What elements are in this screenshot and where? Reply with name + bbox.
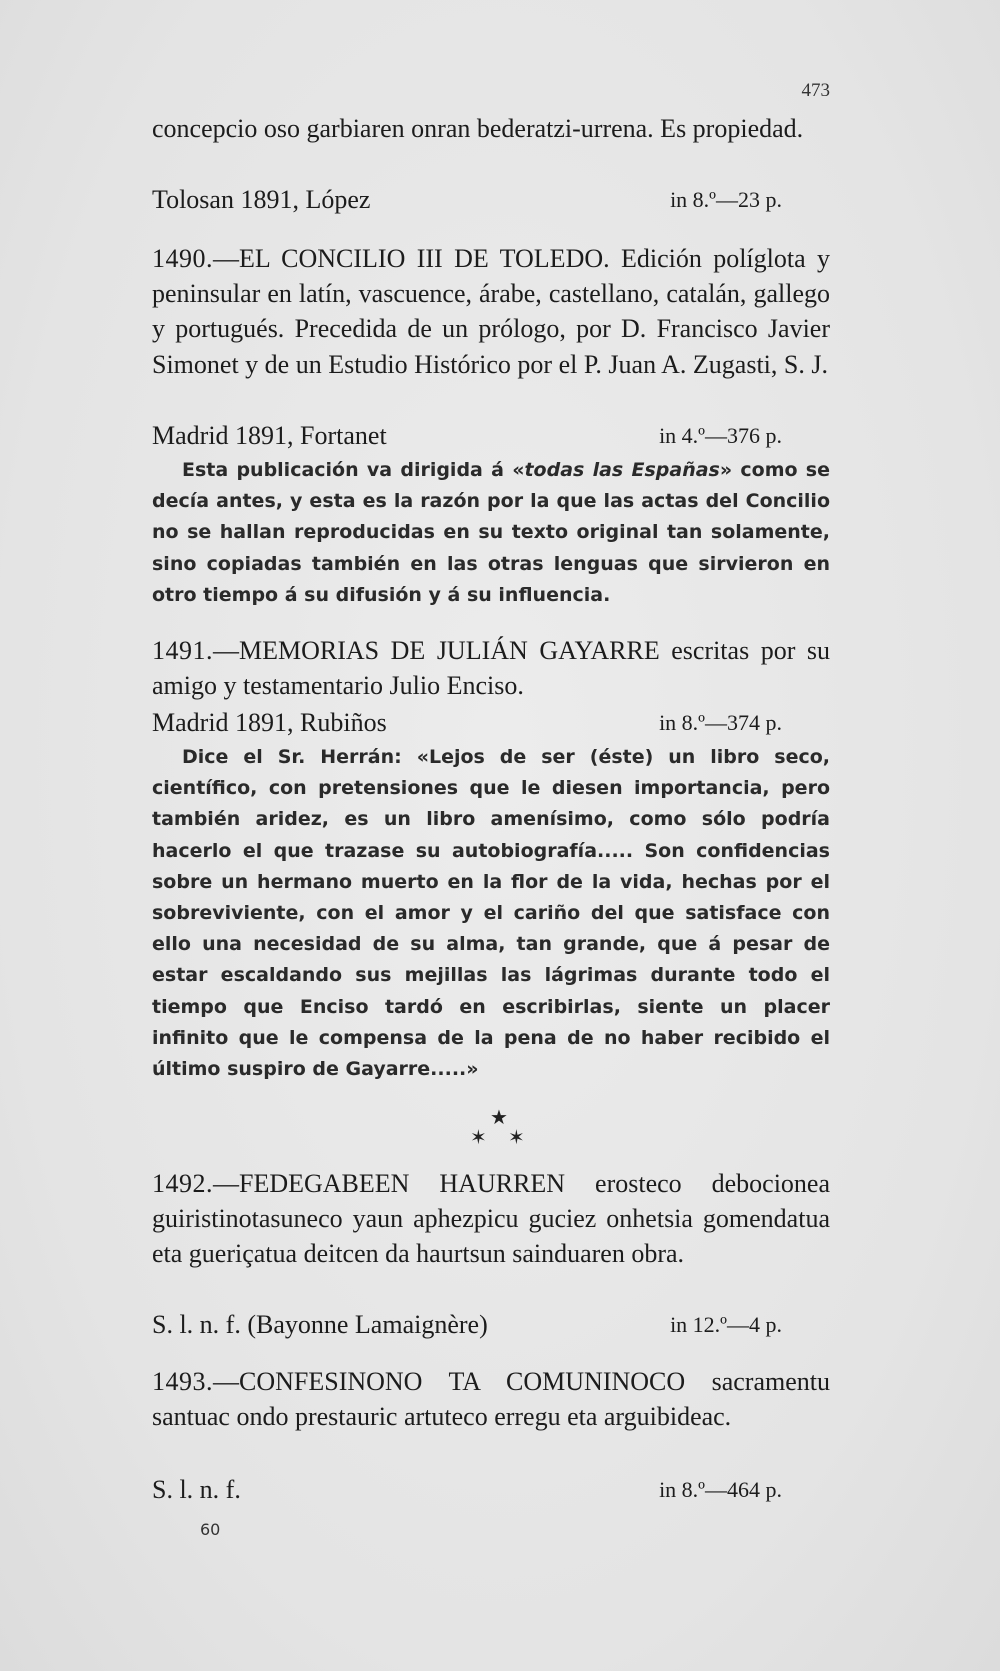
entry-1492-imprint: [152, 1307, 782, 1342]
entry-1490-note: [152, 455, 830, 611]
imprint-format: in 8.º—374 p.: [659, 710, 782, 735]
entry-number: 1491.: [152, 636, 213, 665]
imprint-place: S. l. n. f. (Bayonne Lamaignère): [152, 1310, 488, 1339]
entry-1489-continuation: [152, 111, 830, 146]
entry-number: 1490.: [152, 244, 213, 273]
entry-text: concepcio oso garbiaren onran bederatzi-urrena. Es propiedad.: [152, 114, 804, 143]
note-text: » como se decía antes, y esta es la razón por la que las actas del Concilio no se hallan reproducidas en su texto original tan solamente, sino copiadas también en las otras lenguas que sirvieron en otro tiempo á su difusión y á su influencia.: [152, 459, 830, 606]
page-number: 473: [801, 80, 830, 101]
imprint-place: Madrid 1891, Rubiños: [152, 708, 387, 737]
entry-1491-imprint: [152, 705, 782, 740]
signature-mark: 60: [200, 1520, 221, 1539]
entry-1493-imprint: [152, 1472, 782, 1507]
entry-1493: [152, 1364, 830, 1434]
asterism-icon: ★ ✶ ✶: [470, 1107, 525, 1149]
entry-text: —CONFESINONO TA COMUNINOCO sacramentu santuac ondo prestauric artuteco erregu eta arguibideac.: [152, 1367, 830, 1432]
imprint-place: Tolosan 1891, López: [152, 185, 371, 214]
entry-1489-imprint: [152, 182, 782, 217]
entry-number: 1493.: [152, 1367, 213, 1396]
note-text: Esta publicación va dirigida á «: [182, 459, 525, 481]
entry-1490: [152, 241, 830, 382]
imprint-format: in 8.º—464 p.: [659, 1477, 782, 1502]
entry-1490-imprint: [152, 418, 782, 453]
entry-text: —FEDEGABEEN HAURREN erosteco debocionea guiristinotasuneco yaun aphezpicu guciez onhetsia gomendatua eta gueriçatua deitcen da haurtsun sainduaren obra.: [152, 1169, 830, 1269]
imprint-place: Madrid 1891, Fortanet: [152, 421, 387, 450]
entry-text: —EL CONCILIO III DE TOLEDO. Edición políglota y peninsular en latín, vascuence, árabe, castellano, catalán, gallego y portugués. Precedida de un prólogo, por D. Francisco Javier Simonet y de un Estudio Histórico por el P. Juan A. Zugasti, S. J.: [152, 244, 830, 379]
imprint-format: in 4.º—376 p.: [659, 423, 782, 448]
note-emphasis: todas las Españas: [524, 459, 720, 481]
entry-text: —MEMORIAS DE JULIÁN GAYARRE escritas por su amigo y testamentario Julio Enciso.: [152, 636, 830, 701]
entry-number: 1492.: [152, 1169, 213, 1198]
entry-1491-note: Dice el Sr. Herrán: «Lejos de ser (éste) un libro seco, científico, con pretensiones que le diesen importancia, pero también aridez, es un libro amenísimo, como sólo podría hacerlo el que trazase su autobiografía..... Son confidencias sobre un hermano muerto en la flor de la vida, hechas por el sobreviviente, con el amor y el cariño del que satisface con ello una necesidad de su alma, tan grande, que á pesar de estar escaldando sus mejillas las lágrimas durante todo el tiempo que Enciso tardó en escribirlas, siente un placer infinito que le compensa de la pena de no haber recibido el último suspiro de Gayarre.....»: [152, 746, 830, 1081]
imprint-place: S. l. n. f.: [152, 1475, 241, 1504]
entry-1492: [152, 1166, 830, 1272]
imprint-format: in 8.º—23 p.: [670, 187, 782, 212]
imprint-format: in 12.º—4 p.: [670, 1312, 782, 1337]
entry-1491: [152, 633, 830, 703]
